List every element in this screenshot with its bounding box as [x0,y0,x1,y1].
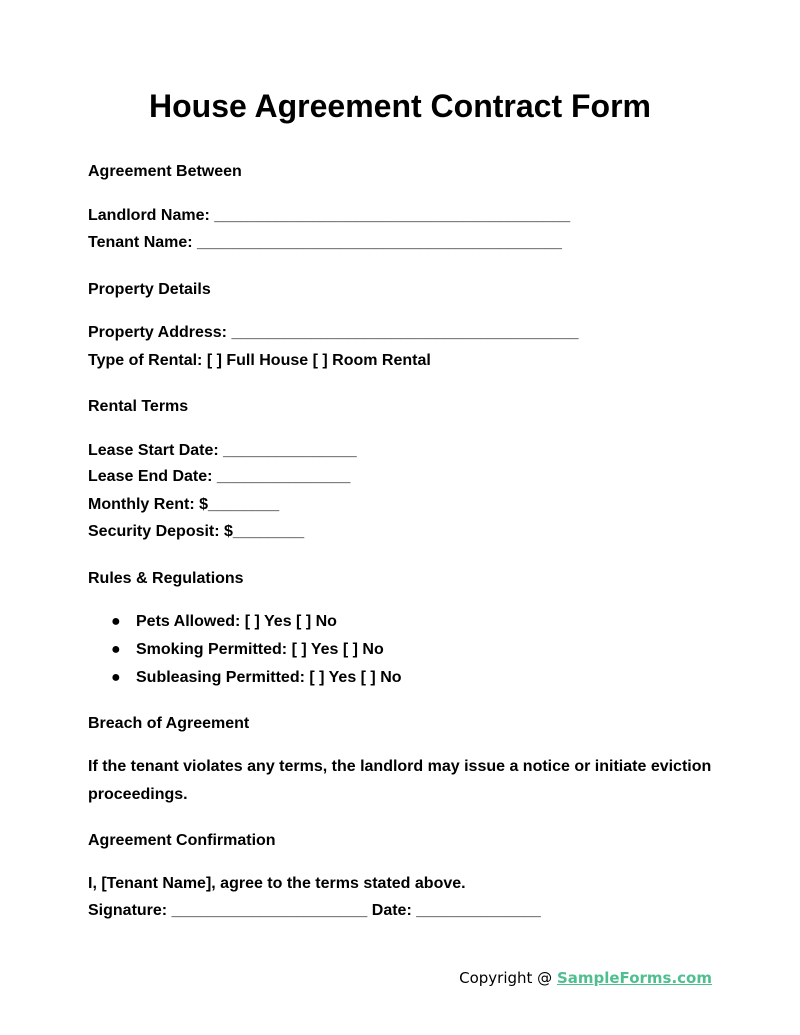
bullet-icon: ● [111,613,121,630]
section-heading-rules: Rules & Regulations [88,570,244,587]
property-address-field: Property Address: _______________________________________ [88,324,579,341]
sampleforms-link[interactable]: SampleForms.com [556,969,712,987]
section-heading-agreement-between: Agreement Between [88,163,242,180]
section-heading-rental-terms: Rental Terms [88,398,189,415]
list-item: Pets Allowed: [ ] Yes [ ] No [136,613,337,630]
security-deposit-field: Security Deposit: $________ [88,523,305,540]
list-item: Smoking Permitted: [ ] Yes [ ] No [136,641,384,658]
tenant-name-field: Tenant Name: _________________________________________ [88,234,562,251]
copyright-footer [459,968,712,988]
rental-type-field: Type of Rental: [ ] Full House [ ] Room Rental [88,352,431,369]
section-heading-breach: Breach of Agreement [88,715,250,732]
bullet-icon: ● [111,669,121,686]
signature-date-field: Signature: ______________________ Date: ______________ [88,902,541,919]
breach-paragraph: If the tenant violates any terms, the landlord may issue a notice or initiate eviction proceedings. [88,758,712,803]
lease-end-field: Lease End Date: _______________ [88,468,351,485]
copyright-text: Copyright @ [459,969,557,987]
section-heading-property-details: Property Details [88,281,211,298]
bullet-icon: ● [111,641,121,658]
page-title: House Agreement Contract Form [149,88,651,124]
section-heading-confirmation: Agreement Confirmation [88,832,276,849]
monthly-rent-field: Monthly Rent: $________ [88,496,280,513]
lease-start-field: Lease Start Date: _______________ [88,442,357,459]
list-item: Subleasing Permitted: [ ] Yes [ ] No [136,669,402,686]
landlord-name-field: Landlord Name: ________________________________________ [88,207,571,224]
confirmation-statement: I, [Tenant Name], agree to the terms stated above. [88,875,466,892]
